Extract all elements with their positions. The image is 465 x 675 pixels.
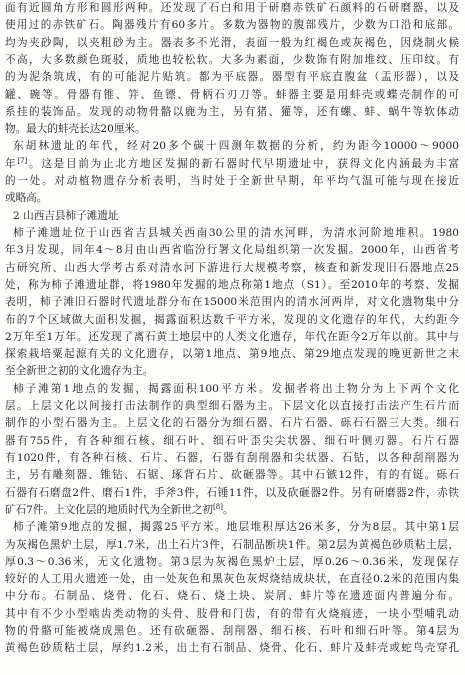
text-line-with-citation	[5, 502, 459, 519]
text-line: 布的7个区域做大面积发掘，揭露面积达数千平方米，发现的文化遗存的年代，大约距今	[5, 313, 459, 326]
citation-mark: [8]	[213, 502, 223, 511]
text-line: 系挂的装饰品。发现的动物骨骼以鹿为主，另有猪、獾等，还有螺、蚌、蜗牛等软体动	[5, 105, 459, 118]
text-line: 物。最大的蚌壳长达20厘米。	[5, 123, 146, 136]
text-line: 物的骨骼可能被烧成黑色。还有砍砸器、刮削器、细石核、石叶和细石叶等。第4层为	[5, 625, 459, 638]
text-line: 使用过的赤铁矿石。陶器残片有60多片。多数为器物的腹部残片，少数为口沿和底部。	[5, 19, 459, 32]
text-line: 不高，大多数颜色斑驳，质地也较松软。大多为素面，少数饰有附加堆纹、压印纹。有	[5, 53, 459, 66]
text-line: 中分布。石制品、烧骨、化石、烧石、烧土块、炭屑、蚌片等在遗迹面内普遍分布。	[5, 590, 459, 603]
text-fragment: 年	[5, 157, 18, 170]
text-line: 的一处。对动植物遗存分析表明，当时处于全新世早期，年平均气温可能与现在接近	[5, 175, 459, 188]
text-line: 或略高。	[5, 192, 48, 205]
text-fragment: 。	[222, 503, 234, 516]
text-line: 制作的小型石器为主。上层文化的石器分为细石器、石片石器、砾石石器三大类。细石	[5, 417, 459, 430]
text-line	[5, 658, 459, 675]
text-line: 层。上层文化以间接打击法制作的典型细石器为主。下层文化以直接打击法产生石片而	[5, 400, 459, 413]
text-line: 较好的人工用火遗迹一处，由一处灰色和黑灰色灰烬烧结成块状，在直径0.2米的范围内集	[5, 573, 459, 586]
text-line: 均为夹砂陶，以夹粗砂为主。器表多不光滑，表面一般为红褐色或灰褐色，因烧制火候	[5, 36, 459, 49]
text-line: 2万年至1万年。还发现了离石黄土地层中的人类文化遗存，年代在距今2万年以前。其中与	[5, 330, 459, 343]
text-line: 黄褐色砂质粘土层，厚约1.2米，出土有石制品、烧骨、化石、蚌片及蚌壳或蛇鸟壳穿孔	[5, 642, 459, 655]
text-line: 厚0.3～0.36米，无文化遗物。第3层为灰褐色黑炉土层，厚0.26～0.36米，发现保存	[5, 555, 459, 568]
text-line: 表明，柿子滩旧石器时代遗址群分布在15000米范围内的清水河两岸，对文化遗物集中分	[5, 296, 459, 309]
citation-mark: [7]	[17, 156, 28, 165]
text-line: 年3月发现，同年4～8月由山西省临汾行署文化局组织第一次发掘。2000年，山西省考	[5, 244, 459, 257]
text-line: 的为泥条筑成，有的可能泥片贴筑。都为平底器。器型有平底直腹盆（盂形器），以及	[5, 71, 459, 84]
text-line: 其中有不少小型啮齿类动物的头骨、肢骨和门齿，有的带有火烧痕迹，一块小型哺乳动	[5, 607, 459, 620]
text-fragment: 。这是目前为止北方地区发掘的新石器时代早期遗址中，获得文化内涵最为丰富	[27, 157, 459, 170]
text-line: 古研究所、山西大学考古系对清水河下游进行大规模考察，核查和新发现旧石器地点25	[5, 261, 459, 274]
text-line-with-citation	[5, 156, 459, 173]
text-line: 主，另有雕刻器、锥钻、石锯、琢背石片、砍砸器等。其中石镞12件，有的有铤。砾石	[5, 469, 459, 482]
paragraph-first-line: 柿子滩遗址位于山西省吉县城关西南30公里的清水河畔，为清水河阶地堆积。1980	[13, 227, 459, 239]
text-line: 处，称为柿子滩遗址群，将1980年发掘的地点称第1地点（S1）。至2010年的考察、发掘	[5, 278, 459, 291]
text-line: 为灰褐色黑炉土层，厚1.7米，出土石片3件，石制品断块1件。第2层为黄褐色砂质粘土层，	[5, 538, 459, 551]
paragraph-first-line: 柿子滩第1地点的发掘，揭露面积100平方米。发掘者将出土物分为上下两个文化	[13, 382, 459, 395]
text-line: 器有755件，有各种细石核、细石叶、细石叶歪尖尖状器、细石叶侧刃器。石片石器	[5, 434, 459, 447]
text-line: 石器有石磨盘2件、磨石1件，手斧3件，石锤11件，以及砍砸器2件。另有研磨器2件，赤铁	[5, 486, 459, 499]
text-line: 探索栽培粟起源有关的文化遗存，以第1地点、第9地点、第29地点发现的晚更新世之末	[5, 348, 459, 361]
text-line: 罐、碗等。骨器有锥、笄、鱼镖、骨柄石刃刀等。蚌器主要是用蚌壳或蝶壳制作的可	[5, 88, 459, 101]
text-fragment: 矿石7件。上文化层的地质时代为全新世之初	[5, 503, 214, 516]
paragraph-first-line: 柿子滩第9地点的发掘，揭露25平方米。地层堆积厚达26米多，分为8层。其中第1层	[13, 521, 459, 534]
section-heading: 2 山西吉县柿子滩遗址	[13, 209, 119, 222]
text-line: 面有近圆角方形和圆形两种。还发现了石白和用于研磨赤铁矿石颜料的石研磨器，以及	[5, 2, 459, 14]
text-line: 有1020件，有各种石核、石片、石器，石器有刮削器和尖状器、石钻，以各种刮削器为	[5, 452, 459, 464]
text-line: 至全新世之初的文化遗存为主。	[5, 365, 154, 378]
paragraph-first-line: 东胡林遗址的年代，经对20多个碳十四测年数据的分析，约为距今10000～9000	[13, 140, 459, 153]
